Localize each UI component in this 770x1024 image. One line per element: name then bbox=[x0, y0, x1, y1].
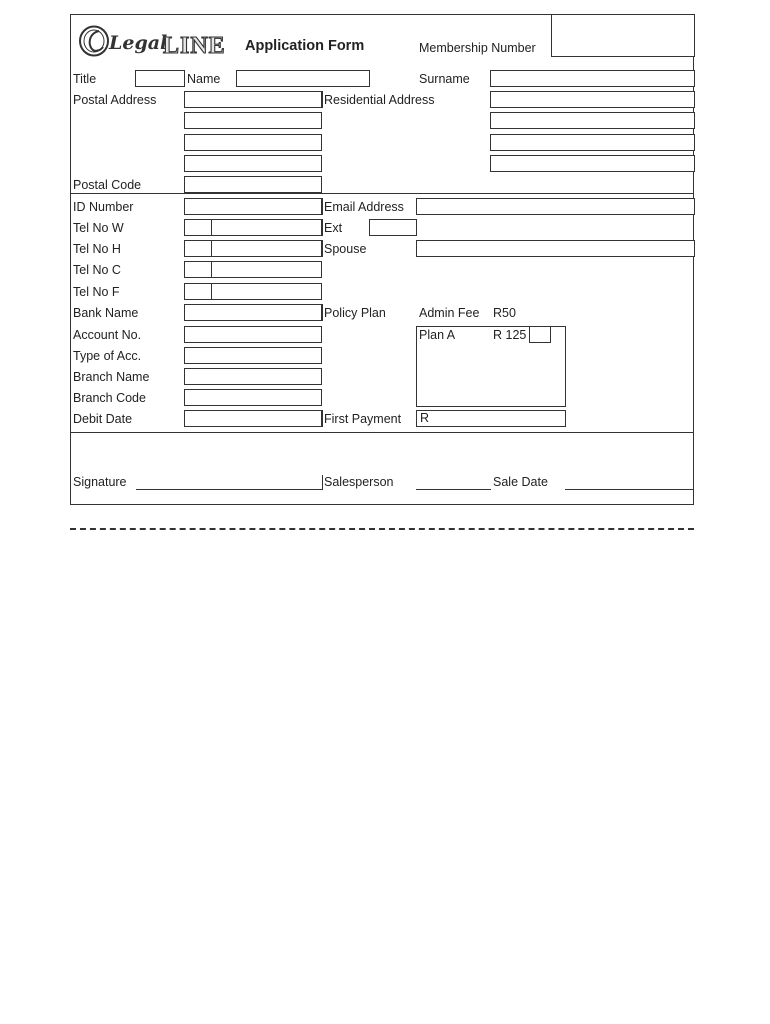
id-number-label: ID Number bbox=[73, 200, 134, 214]
email-address-field[interactable] bbox=[416, 198, 695, 215]
postal-code-field[interactable] bbox=[184, 176, 322, 193]
id-number-field[interactable] bbox=[184, 198, 322, 215]
membership-number-label: Membership Number bbox=[419, 41, 536, 55]
ext-label: Ext bbox=[324, 221, 343, 235]
tel-c-number-field[interactable] bbox=[211, 261, 322, 278]
branch-code-field[interactable] bbox=[184, 389, 322, 406]
tel-w-label: Tel No W bbox=[73, 221, 124, 235]
section-divider-bottom bbox=[71, 432, 693, 433]
residential-address-line-4[interactable] bbox=[490, 155, 695, 172]
postal-address-line-3[interactable] bbox=[184, 134, 322, 151]
tel-h-label: Tel No H bbox=[73, 242, 121, 256]
postal-code-label: Postal Code bbox=[73, 178, 142, 192]
tel-f-code-field[interactable] bbox=[184, 283, 212, 300]
surname-label: Surname bbox=[419, 72, 470, 86]
signature-line[interactable] bbox=[136, 489, 322, 490]
first-payment-field[interactable] bbox=[416, 410, 566, 427]
name-label: Name bbox=[187, 72, 221, 86]
tel-w-number-field[interactable] bbox=[211, 219, 322, 236]
type-of-acc-field[interactable] bbox=[184, 347, 322, 364]
account-no-label: Account No. bbox=[73, 328, 142, 342]
bank-name-field[interactable] bbox=[184, 304, 322, 321]
plan-a-price: R 125 bbox=[493, 328, 527, 342]
tel-f-number-field[interactable] bbox=[211, 283, 322, 300]
debit-date-label: Debit Date bbox=[73, 412, 133, 426]
tel-w-code-field[interactable] bbox=[184, 219, 212, 236]
postal-address-label: Postal Address bbox=[73, 93, 157, 107]
cut-line bbox=[70, 528, 694, 530]
admin-fee-value: R50 bbox=[493, 306, 516, 320]
postal-address-line-2[interactable] bbox=[184, 112, 322, 129]
residential-address-label: Residential Address bbox=[324, 93, 435, 107]
postal-address-line-4[interactable] bbox=[184, 155, 322, 172]
branch-code-label: Branch Code bbox=[73, 391, 146, 405]
sale-date-line[interactable] bbox=[565, 489, 693, 490]
bank-name-label: Bank Name bbox=[73, 306, 139, 320]
logo-text-line: LINE bbox=[163, 33, 226, 59]
residential-address-line-3[interactable] bbox=[490, 134, 695, 151]
application-form bbox=[70, 14, 694, 505]
surname-field[interactable] bbox=[490, 70, 695, 87]
residential-address-line-2[interactable] bbox=[490, 112, 695, 129]
name-field[interactable] bbox=[236, 70, 370, 87]
residential-address-line-1[interactable] bbox=[490, 91, 695, 108]
branch-name-label: Branch Name bbox=[73, 370, 150, 384]
plan-a-label: Plan A bbox=[419, 328, 456, 342]
tel-h-number-field[interactable] bbox=[211, 240, 322, 257]
tel-c-code-field[interactable] bbox=[184, 261, 212, 278]
tel-c-label: Tel No C bbox=[73, 263, 121, 277]
type-of-acc-label: Type of Acc. bbox=[73, 349, 142, 363]
spouse-label: Spouse bbox=[324, 242, 367, 256]
postal-address-line-1[interactable] bbox=[184, 91, 322, 108]
title-field[interactable] bbox=[135, 70, 185, 87]
legalline-logo bbox=[77, 23, 233, 59]
debit-date-field[interactable] bbox=[184, 410, 322, 427]
first-payment-label: First Payment bbox=[324, 412, 402, 426]
signature-label: Signature bbox=[73, 475, 127, 489]
branch-name-field[interactable] bbox=[184, 368, 322, 385]
sale-date-label: Sale Date bbox=[493, 475, 548, 489]
admin-fee-label: Admin Fee bbox=[419, 306, 480, 320]
plan-a-checkbox[interactable] bbox=[529, 326, 551, 343]
tel-h-code-field[interactable] bbox=[184, 240, 212, 257]
membership-number-field[interactable] bbox=[551, 14, 695, 57]
title-label: Title bbox=[73, 72, 97, 86]
salesperson-label: Salesperson bbox=[324, 475, 394, 489]
salesperson-line[interactable] bbox=[416, 489, 491, 490]
policy-plan-label: Policy Plan bbox=[324, 306, 386, 320]
ext-field[interactable] bbox=[369, 219, 417, 236]
spouse-field[interactable] bbox=[416, 240, 695, 257]
first-payment-prefix: R bbox=[420, 411, 430, 425]
section-divider bbox=[71, 193, 693, 194]
form-title: Application Form bbox=[245, 38, 365, 54]
logo-text-legal: Legal bbox=[109, 32, 168, 54]
tel-f-label: Tel No F bbox=[73, 285, 120, 299]
email-address-label: Email Address bbox=[324, 200, 404, 214]
account-no-field[interactable] bbox=[184, 326, 322, 343]
